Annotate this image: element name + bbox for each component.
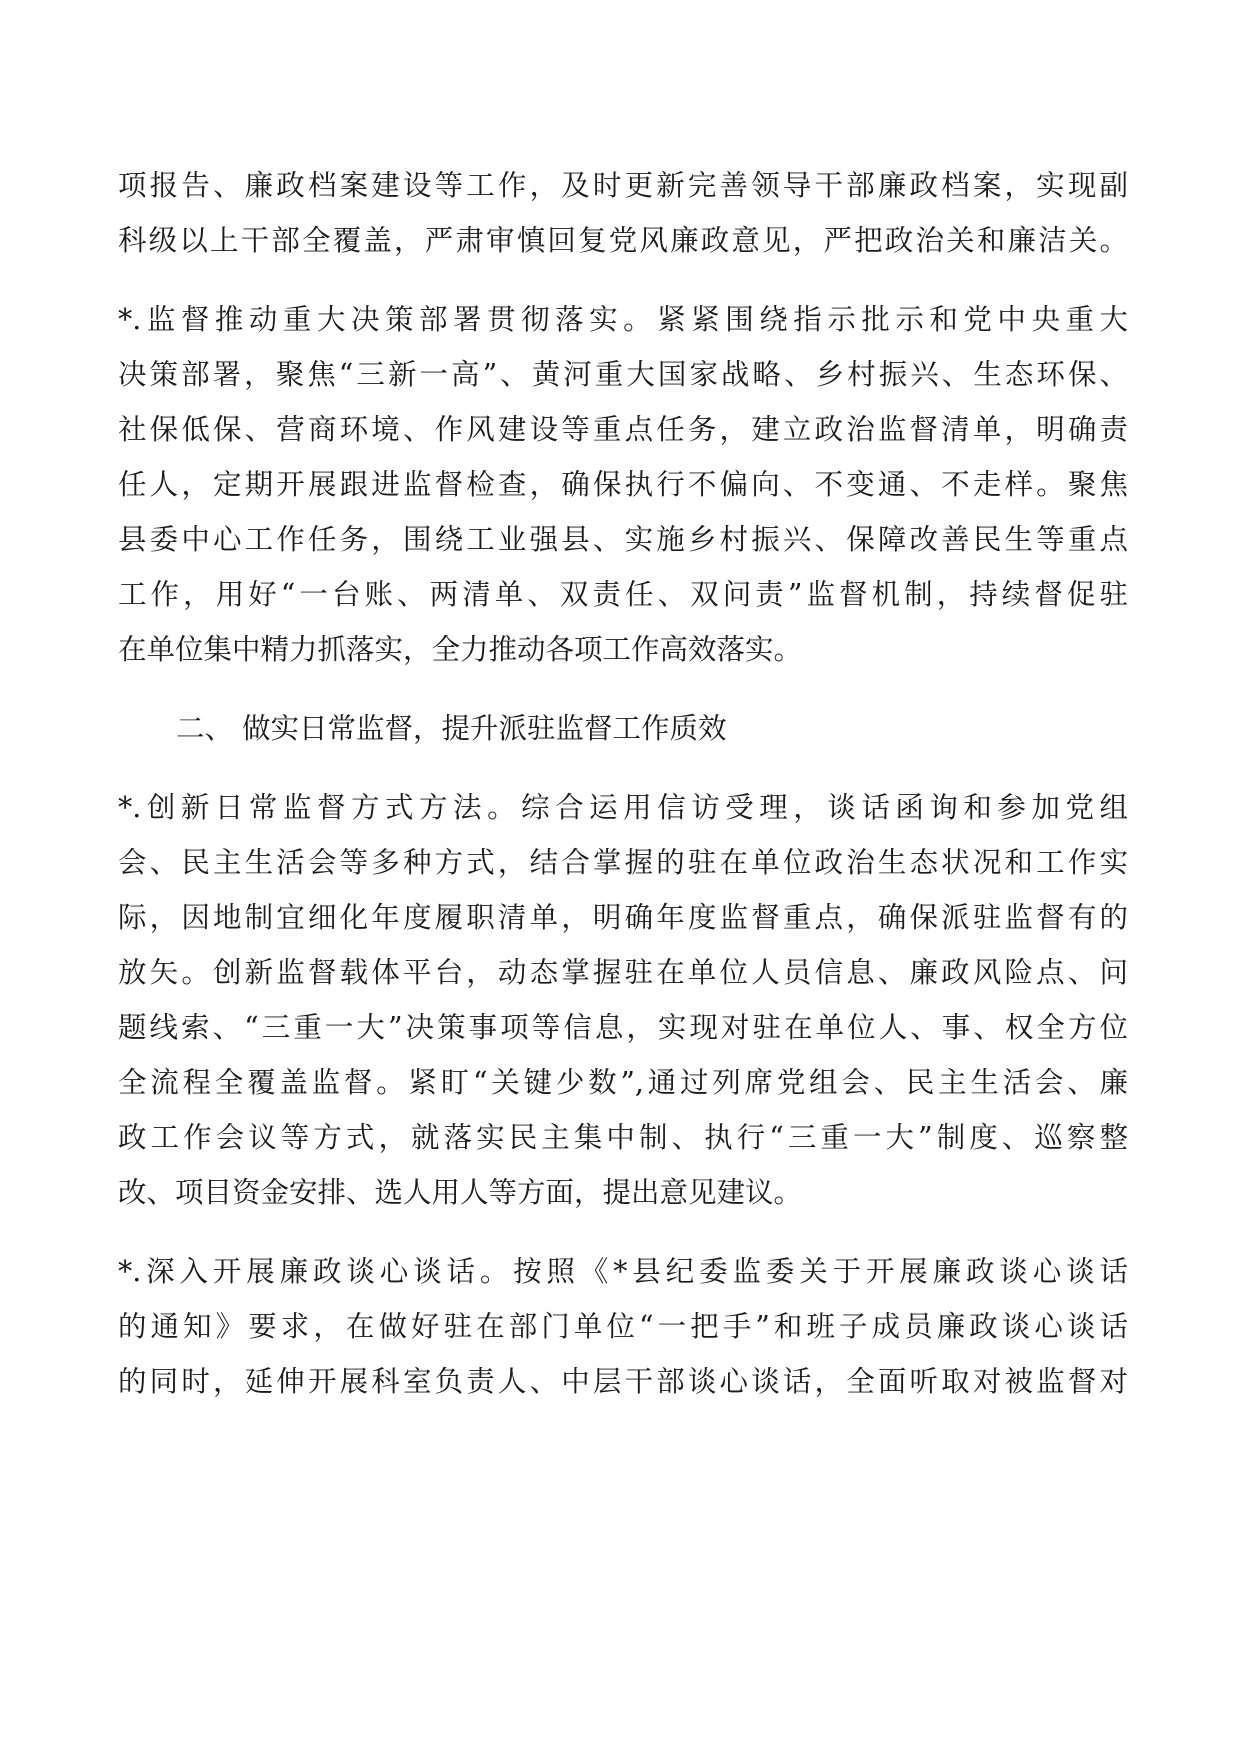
section-heading-text: 二、 做实日常监督，提升派驻监督工作质效 <box>176 712 727 745</box>
paragraph-major-decisions <box>118 292 1128 677</box>
text-line: *.监督推动重大决策部署贯彻落实。紧紧围绕指示批示和党中央重大 <box>118 303 1128 336</box>
section-heading-two <box>118 701 1128 756</box>
text-line: 县委中心工作任务，围绕工业强县、实施乡村振兴、保障改善民生等重点 <box>118 523 1128 556</box>
text-line: 题线索、“三重一大”决策事项等信息，实现对驻在单位人、事、权全方位 <box>118 1011 1128 1044</box>
text-line: 任人，定期开展跟进监督检查，确保执行不偏向、不变通、不走样。聚焦 <box>118 468 1128 501</box>
text-line: 工作，用好“一台账、两清单、双责任、双问责”监督机制，持续督促驻 <box>118 578 1128 611</box>
text-line: *.深入开展廉政谈心谈话。按照《*县纪委监委关于开展廉政谈心谈话 <box>118 1255 1128 1288</box>
text-line: *.创新日常监督方式方法。综合运用信访受理，谈话函询和参加党组 <box>118 791 1128 824</box>
text-line: 科级以上干部全覆盖，严肃审慎回复党风廉政意见，严把政治关和廉洁关。 <box>118 224 1128 257</box>
text-line: 在单位集中精力抓落实，全力推动各项工作高效落实。 <box>118 633 803 666</box>
text-line: 项报告、廉政档案建设等工作，及时更新完善领导干部廉政档案，实现副 <box>118 169 1128 202</box>
paragraph-integrity-talks <box>118 1244 1128 1409</box>
text-line: 放矢。创新监督载体平台，动态掌握驻在单位人员信息、廉政风险点、问 <box>118 956 1128 989</box>
text-line: 际，因地制宜细化年度履职清单，明确年度监督重点，确保派驻监督有的 <box>118 901 1128 934</box>
paragraph-archives <box>118 158 1128 268</box>
text-line: 政工作会议等方式，就落实民主集中制、执行“三重一大”制度、巡察整 <box>118 1121 1128 1154</box>
document-page <box>118 158 1128 1409</box>
text-line: 的同时，延伸开展科室负责人、中层干部谈心谈话，全面听取对被监督对 <box>118 1365 1128 1398</box>
text-line: 全流程全覆盖监督。紧盯“关键少数”,通过列席党组会、民主生活会、廉 <box>118 1066 1128 1099</box>
text-line: 社保低保、营商环境、作风建设等重点任务，建立政治监督清单，明确责 <box>118 413 1128 446</box>
paragraph-daily-supervision <box>118 780 1128 1220</box>
text-line: 会、民主生活会等多种方式，结合掌握的驻在单位政治生态状况和工作实 <box>118 846 1128 879</box>
text-line: 决策部署，聚焦“三新一高”、黄河重大国家战略、乡村振兴、生态环保、 <box>118 358 1128 391</box>
text-line: 的通知》要求，在做好驻在部门单位“一把手”和班子成员廉政谈心谈话 <box>118 1310 1128 1343</box>
text-line: 改、项目资金安排、选人用人等方面，提出意见建议。 <box>118 1176 803 1209</box>
